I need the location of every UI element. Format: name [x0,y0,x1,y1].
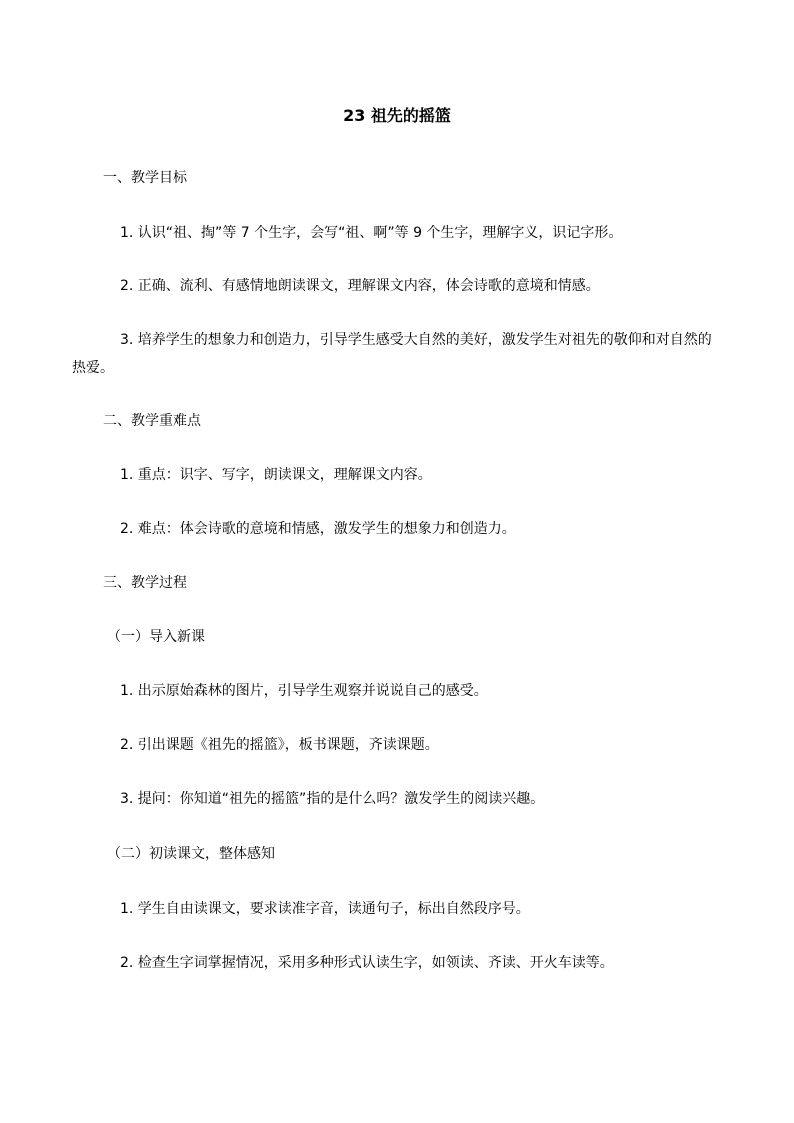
subsection-heading-intro: （一）导入新课 [107,629,205,645]
section-heading-objectives: 一、教学目标 [103,170,187,186]
document-title: 23 祖先的摇篮 [343,106,451,125]
intro-item-3: 3. 提问：你知道“祖先的摇篮”指的是什么吗？激发学生的阅读兴趣。 [120,791,545,807]
intro-item-1: 1. 出示原始森林的图片，引导学生观察并说说自己的感受。 [120,683,488,699]
intro-item-2: 2. 引出课题《祖先的摇篮》，板书课题，齐读课题。 [120,737,439,753]
key-point-item-1: 1. 重点：识字、写字，朗读课文，理解课文内容。 [120,467,432,483]
subsection-heading-first-reading: （二）初读课文，整体感知 [107,846,275,862]
first-reading-item-2: 2. 检查生字词掌握情况，采用多种形式认读生字，如领读、齐读、开火车读等。 [120,955,614,971]
section-heading-process: 三、教学过程 [103,575,187,591]
first-reading-item-1: 1. 学生自由读课文，要求读准字音，读通句子，标出自然段序号。 [120,901,530,917]
objective-item-3: 3. 培养学生的想象力和创造力，引导学生感受大自然的美好，激发学生对祖先的敬仰和对自然的热爱。 [72,332,712,376]
key-point-item-2: 2. 难点：体会诗歌的意境和情感，激发学生的想象力和创造力。 [120,521,516,537]
objective-item-1: 1. 认识“祖、掏”等 7 个生字，会写“祖、啊”等 9 个生字，理解字义，识记字形。 [120,225,623,241]
section-heading-key-points: 二、教学重难点 [103,413,201,429]
objective-item-2: 2. 正确、流利、有感情地朗读课文，理解课文内容，体会诗歌的意境和情感。 [120,278,600,294]
